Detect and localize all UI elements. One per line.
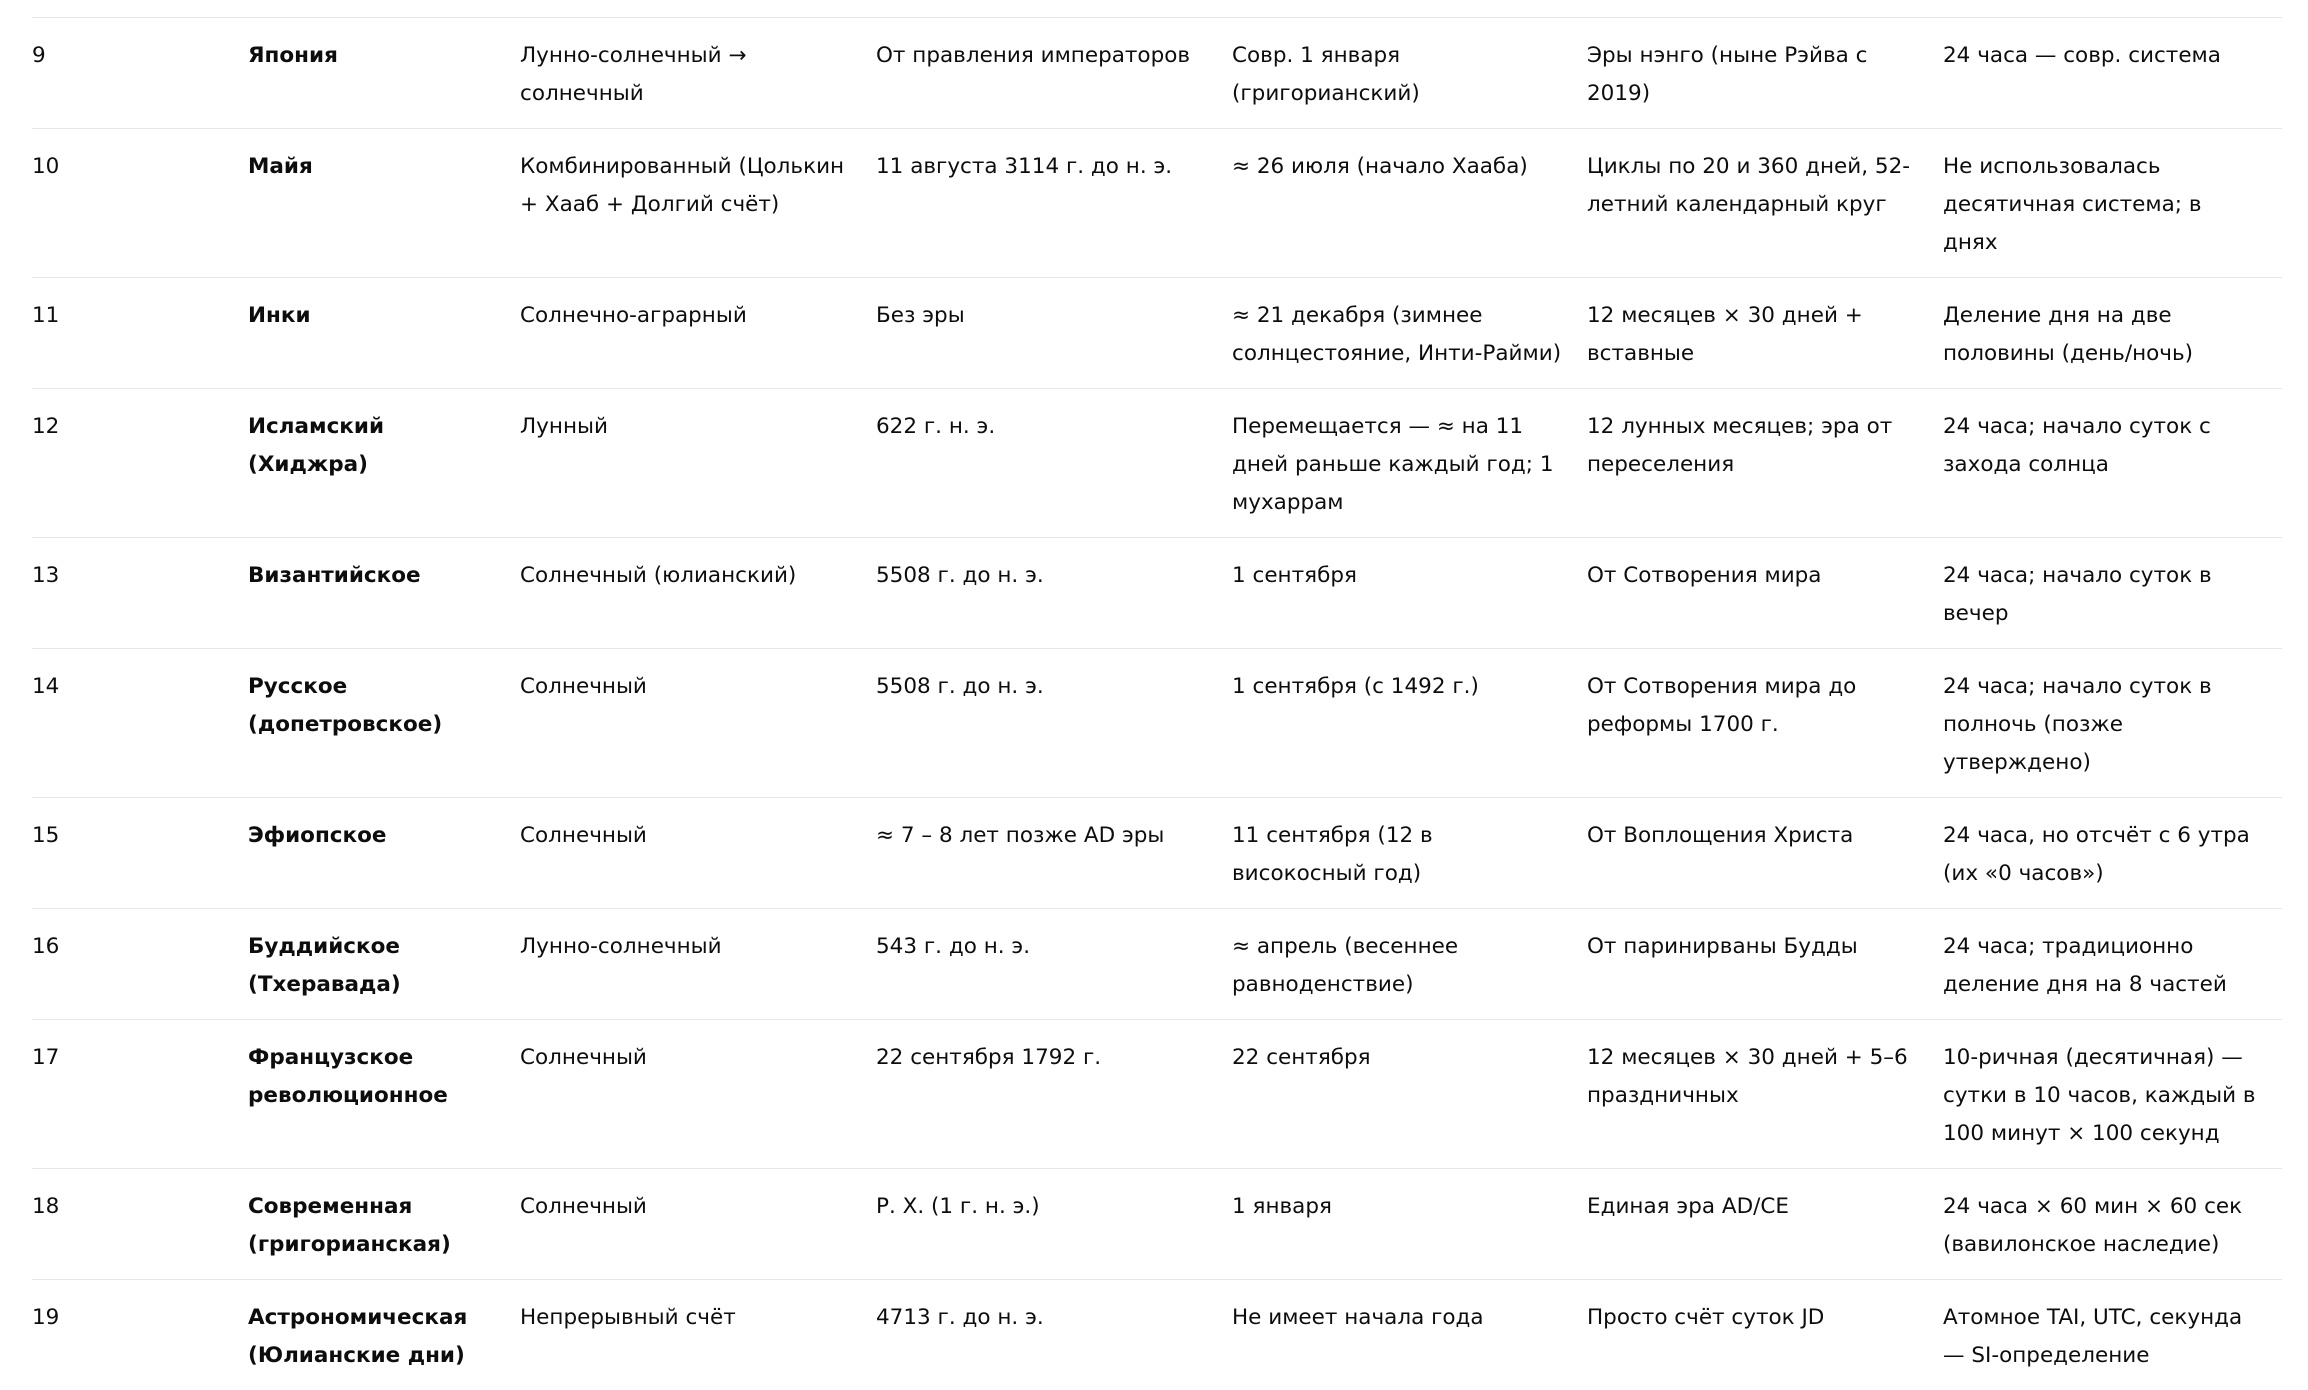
cell-era-system <box>1587 389 1943 538</box>
cell-new-year-text: 1 января <box>1232 1188 1587 1226</box>
cell-epoch-text: 4713 г. до н. э. <box>876 1299 1232 1337</box>
cell-number-text: 14 <box>32 668 248 706</box>
cell-calendar-name <box>248 1169 520 1280</box>
cell-number-text: 11 <box>32 297 248 335</box>
cell-epoch <box>876 1169 1232 1280</box>
cell-calendar-name-text: Византийское <box>248 557 520 595</box>
cell-new-year <box>1232 278 1587 389</box>
cell-calendar-name-text: Русское (допетровское) <box>248 668 520 744</box>
cell-era-system-text: 12 лунных месяцев; эра от переселения <box>1587 408 1943 484</box>
cell-era-system <box>1587 1169 1943 1280</box>
cell-calendar-name-text: Астрономическая (Юлианские дни) <box>248 1299 520 1375</box>
cell-time-division <box>1943 389 2282 538</box>
cell-time-division-text: 24 часа — совр. система <box>1943 37 2282 75</box>
cell-epoch-text: 22 сентября 1792 г. <box>876 1039 1232 1077</box>
cell-calendar-type-text: Лунно-солнечный <box>520 928 876 966</box>
cell-calendar-name <box>248 538 520 649</box>
cell-epoch-text: От правления императоров <box>876 37 1232 75</box>
cell-time-division <box>1943 538 2282 649</box>
cell-new-year-text: ≈ 21 декабря (зимнее солнцестояние, Инти-Райми) <box>1232 297 1587 373</box>
cell-number-text: 19 <box>32 1299 248 1337</box>
cell-calendar-name-text: Современная (григорианская) <box>248 1188 520 1264</box>
cell-number-text: 17 <box>32 1039 248 1077</box>
cell-calendar-type-text: Солнечный <box>520 1039 876 1077</box>
cell-new-year-text: 1 сентября <box>1232 557 1587 595</box>
cell-time-division-text: 24 часа; начало суток в полночь (позже утверждено) <box>1943 668 2282 782</box>
cell-number <box>32 1169 248 1280</box>
table-row <box>32 18 2282 129</box>
cell-era-system-text: Эры нэнго (ныне Рэйва с 2019) <box>1587 37 1943 113</box>
cell-era-system <box>1587 18 1943 129</box>
cell-calendar-name-text: Эфиопское <box>248 817 520 855</box>
cell-era-system <box>1587 278 1943 389</box>
cell-calendar-type <box>520 389 876 538</box>
cell-new-year <box>1232 1169 1587 1280</box>
cell-epoch <box>876 538 1232 649</box>
table-row <box>32 129 2282 278</box>
cell-time-division <box>1943 1020 2282 1169</box>
cell-calendar-type-text: Солнечно-аграрный <box>520 297 876 335</box>
cell-time-division-text: 24 часа; начало суток с захода солнца <box>1943 408 2282 484</box>
cell-time-division <box>1943 1280 2282 1390</box>
cell-calendar-name-text: Исламский (Хиджра) <box>248 408 520 484</box>
cell-new-year <box>1232 909 1587 1020</box>
cell-calendar-type <box>520 278 876 389</box>
cell-number <box>32 389 248 538</box>
cell-era-system <box>1587 649 1943 798</box>
cell-epoch <box>876 278 1232 389</box>
table-body <box>32 18 2282 1390</box>
cell-calendar-name-text: Инки <box>248 297 520 335</box>
cell-new-year-text: Перемещается — ≈ на 11 дней раньше каждый год; 1 мухаррам <box>1232 408 1587 522</box>
cell-time-division-text: Деление дня на две половины (день/ночь) <box>1943 297 2282 373</box>
cell-new-year-text: Не имеет начала года <box>1232 1299 1587 1337</box>
table-row <box>32 538 2282 649</box>
cell-calendar-type <box>520 1280 876 1390</box>
cell-calendar-name <box>248 1280 520 1390</box>
cell-calendar-type <box>520 909 876 1020</box>
cell-calendar-type-text: Солнечный <box>520 817 876 855</box>
cell-calendar-type-text: Солнечный <box>520 668 876 706</box>
cell-new-year <box>1232 18 1587 129</box>
cell-era-system <box>1587 538 1943 649</box>
cell-epoch-text: 5508 г. до н. э. <box>876 557 1232 595</box>
cell-era-system <box>1587 909 1943 1020</box>
cell-time-division-text: 24 часа; традиционно деление дня на 8 частей <box>1943 928 2282 1004</box>
cell-number-text: 18 <box>32 1188 248 1226</box>
cell-new-year-text: ≈ апрель (весеннее равноденствие) <box>1232 928 1587 1004</box>
cell-calendar-type-text: Солнечный (юлианский) <box>520 557 876 595</box>
cell-new-year <box>1232 1020 1587 1169</box>
cell-calendar-name-text: Япония <box>248 37 520 75</box>
cell-time-division <box>1943 909 2282 1020</box>
table-row <box>32 798 2282 909</box>
cell-new-year <box>1232 649 1587 798</box>
cell-time-division-text: 24 часа, но отсчёт с 6 утра (их «0 часов») <box>1943 817 2282 893</box>
cell-epoch <box>876 1280 1232 1390</box>
cell-number <box>32 129 248 278</box>
cell-number <box>32 1280 248 1390</box>
cell-epoch-text: 11 августа 3114 г. до н. э. <box>876 148 1232 186</box>
cell-era-system-text: 12 месяцев × 30 дней + вставные <box>1587 297 1943 373</box>
cell-calendar-type <box>520 538 876 649</box>
cell-number-text: 10 <box>32 148 248 186</box>
cell-number <box>32 538 248 649</box>
cell-epoch-text: 543 г. до н. э. <box>876 928 1232 966</box>
cell-number-text: 16 <box>32 928 248 966</box>
cell-era-system <box>1587 1280 1943 1390</box>
cell-new-year <box>1232 538 1587 649</box>
cell-epoch <box>876 909 1232 1020</box>
cell-era-system-text: От паринирваны Будды <box>1587 928 1943 966</box>
cell-calendar-type-text: Солнечный <box>520 1188 876 1226</box>
cell-time-division-text: 24 часа; начало суток в вечер <box>1943 557 2282 633</box>
cell-calendar-type <box>520 649 876 798</box>
cell-new-year-text: ≈ 26 июля (начало Хааба) <box>1232 148 1587 186</box>
cell-time-division <box>1943 129 2282 278</box>
table-row <box>32 909 2282 1020</box>
table-row <box>32 649 2282 798</box>
cell-calendar-type-text: Непрерывный счёт <box>520 1299 876 1337</box>
cell-time-division <box>1943 798 2282 909</box>
cell-calendar-name-text: Буддийское (Тхеравада) <box>248 928 520 1004</box>
cell-number-text: 12 <box>32 408 248 446</box>
table-row <box>32 1169 2282 1280</box>
cell-number <box>32 278 248 389</box>
cell-calendar-type-text: Лунный <box>520 408 876 446</box>
cell-calendar-type <box>520 1020 876 1169</box>
cell-number <box>32 18 248 129</box>
cell-era-system <box>1587 798 1943 909</box>
cell-new-year <box>1232 1280 1587 1390</box>
cell-calendar-type-text: Комбинированный (Цолькин + Хааб + Долгий счёт) <box>520 148 876 224</box>
cell-era-system <box>1587 1020 1943 1169</box>
cell-time-division <box>1943 18 2282 129</box>
cell-era-system-text: Просто счёт суток JD <box>1587 1299 1943 1337</box>
cell-calendar-name <box>248 798 520 909</box>
cell-calendar-name <box>248 18 520 129</box>
cell-epoch <box>876 18 1232 129</box>
cell-time-division <box>1943 1169 2282 1280</box>
cell-number-text: 15 <box>32 817 248 855</box>
cell-calendar-name <box>248 1020 520 1169</box>
cell-epoch-text: Р. Х. (1 г. н. э.) <box>876 1188 1232 1226</box>
cell-calendar-type <box>520 1169 876 1280</box>
cell-new-year <box>1232 129 1587 278</box>
cell-epoch <box>876 649 1232 798</box>
cell-epoch-text: Без эры <box>876 297 1232 335</box>
cell-new-year <box>1232 798 1587 909</box>
cell-new-year-text: Совр. 1 января (григорианский) <box>1232 37 1587 113</box>
cell-era-system-text: От Воплощения Христа <box>1587 817 1943 855</box>
table-row <box>32 389 2282 538</box>
cell-calendar-name <box>248 389 520 538</box>
cell-number <box>32 798 248 909</box>
calendar-systems-table <box>32 17 2282 1390</box>
cell-new-year-text: 11 сентября (12 в високосный год) <box>1232 817 1587 893</box>
table-row <box>32 1280 2282 1390</box>
cell-time-division <box>1943 649 2282 798</box>
cell-new-year <box>1232 389 1587 538</box>
cell-epoch <box>876 798 1232 909</box>
cell-calendar-name <box>248 278 520 389</box>
cell-number <box>32 649 248 798</box>
cell-epoch-text: ≈ 7 – 8 лет позже AD эры <box>876 817 1232 855</box>
cell-number-text: 13 <box>32 557 248 595</box>
cell-epoch <box>876 1020 1232 1169</box>
cell-calendar-name-text: Французское революционное <box>248 1039 520 1115</box>
cell-time-division-text: 10-ричная (десятичная) — сутки в 10 часов, каждый в 100 минут × 100 секунд <box>1943 1039 2282 1153</box>
cell-time-division <box>1943 278 2282 389</box>
cell-time-division-text: Не использовалась десятичная система; в днях <box>1943 148 2282 262</box>
cell-era-system-text: Единая эра AD/CE <box>1587 1188 1943 1226</box>
cell-calendar-name-text: Майя <box>248 148 520 186</box>
cell-era-system-text: Циклы по 20 и 360 дней, 52-летний календарный круг <box>1587 148 1943 224</box>
cell-calendar-name <box>248 909 520 1020</box>
cell-calendar-type <box>520 129 876 278</box>
cell-era-system-text: От Сотворения мира <box>1587 557 1943 595</box>
cell-calendar-type-text: Лунно-солнечный → солнечный <box>520 37 876 113</box>
cell-epoch <box>876 129 1232 278</box>
cell-time-division-text: 24 часа × 60 мин × 60 сек (вавилонское наследие) <box>1943 1188 2282 1264</box>
cell-number <box>32 1020 248 1169</box>
cell-epoch <box>876 389 1232 538</box>
cell-calendar-name <box>248 129 520 278</box>
cell-time-division-text: Атомное TAI, UTC, секунда — SI-определение <box>1943 1299 2282 1375</box>
cell-era-system <box>1587 129 1943 278</box>
table-row <box>32 1020 2282 1169</box>
cell-calendar-type <box>520 798 876 909</box>
cell-new-year-text: 1 сентября (с 1492 г.) <box>1232 668 1587 706</box>
calendar-systems-table-container <box>32 17 2282 1390</box>
cell-era-system-text: 12 месяцев × 30 дней + 5–6 праздничных <box>1587 1039 1943 1115</box>
table-row <box>32 278 2282 389</box>
cell-era-system-text: От Сотворения мира до реформы 1700 г. <box>1587 668 1943 744</box>
cell-calendar-name <box>248 649 520 798</box>
cell-epoch-text: 5508 г. до н. э. <box>876 668 1232 706</box>
cell-number <box>32 909 248 1020</box>
cell-number-text: 9 <box>32 37 248 75</box>
cell-epoch-text: 622 г. н. э. <box>876 408 1232 446</box>
cell-new-year-text: 22 сентября <box>1232 1039 1587 1077</box>
cell-calendar-type <box>520 18 876 129</box>
